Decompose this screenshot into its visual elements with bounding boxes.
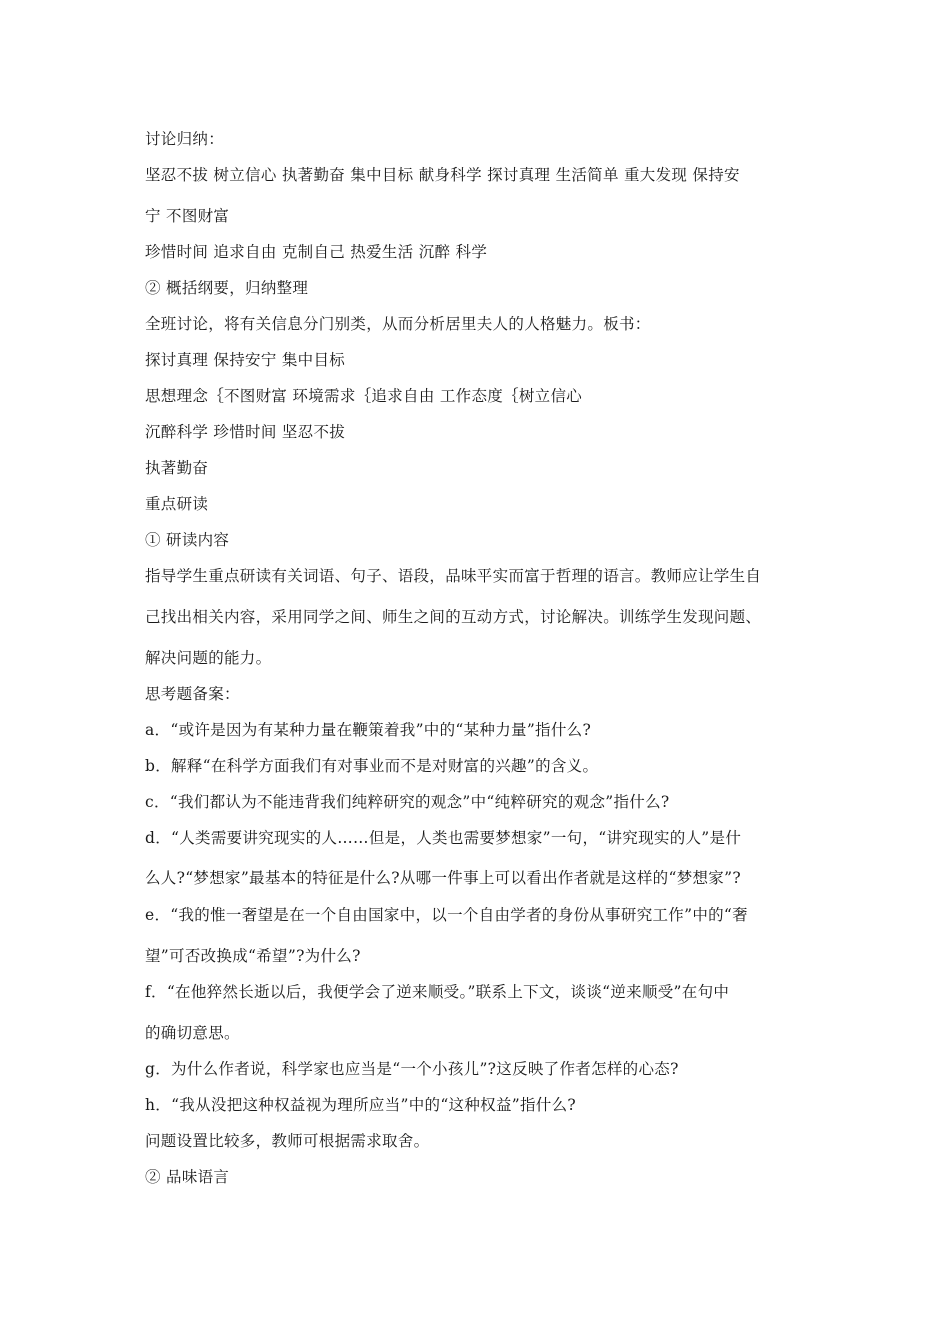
text-line: 珍惜时间 追求自由 克制自己 热爱生活 沉醉 科学 bbox=[145, 243, 488, 261]
question-item: 望”可否改换成“希望”?为什么? bbox=[145, 947, 361, 965]
text-line: 坚忍不拔 树立信心 执著勤奋 集中目标 献身科学 探讨真理 生活简单 重大发现 保持安 bbox=[145, 166, 740, 184]
subsection-heading: ② 品味语言 bbox=[145, 1168, 230, 1186]
question-item: d．“人类需要讲究现实的人……但是，人类也需要梦想家”一句，“讲究现实的人”是什 bbox=[145, 829, 742, 847]
section-heading: 重点研读 bbox=[145, 495, 209, 513]
question-item: g．为什么作者说，科学家也应当是“一个小孩儿”?这反映了作者怎样的心态? bbox=[145, 1060, 679, 1078]
text-line: 思想理念｛不图财富 环境需求｛追求自由 工作态度｛树立信心 bbox=[145, 387, 583, 405]
subsection-heading: ① 研读内容 bbox=[145, 531, 230, 549]
question-item: h．“我从没把这种权益视为理所应当”中的“这种权益”指什么? bbox=[145, 1096, 576, 1114]
text-line: ② 概括纲要，归纳整理 bbox=[145, 279, 309, 297]
text-line: 宁 不图财富 bbox=[145, 207, 230, 225]
question-item: c．“我们都认为不能违背我们纯粹研究的观念”中“纯粹研究的观念”指什么? bbox=[145, 793, 670, 811]
text-line: 思考题备案： bbox=[145, 685, 240, 703]
question-item: f．“在他猝然长逝以后，我便学会了逆来顺受。”联系上下文，谈谈“逆来顺受”在句中 bbox=[145, 983, 730, 1001]
question-item: e．“我的惟一奢望是在一个自由国家中，以一个自由学者的身份从事研究工作”中的“奢 bbox=[145, 906, 748, 924]
question-item: b．解释“在科学方面我们有对事业而不是对财富的兴趣”的含义。 bbox=[145, 757, 599, 775]
text-line: 己找出相关内容，采用同学之间、师生之间的互动方式，讨论解决。训练学生发现问题、 bbox=[145, 608, 762, 626]
text-line: 执著勤奋 bbox=[145, 459, 209, 477]
question-item: 么人?“梦想家”最基本的特征是什么?从哪一件事上可以看出作者就是这样的“梦想家”? bbox=[145, 869, 741, 887]
question-item: a．“或许是因为有某种力量在鞭策着我”中的“某种力量”指什么? bbox=[145, 721, 592, 739]
text-line: 沉醉科学 珍惜时间 坚忍不拔 bbox=[145, 423, 346, 441]
text-line: 讨论归纳： bbox=[145, 130, 225, 148]
text-line: 解决问题的能力。 bbox=[145, 649, 272, 667]
question-item: 的确切意思。 bbox=[145, 1024, 240, 1042]
text-line: 指导学生重点研读有关词语、句子、语段，品味平实而富于哲理的语言。教师应让学生自 bbox=[145, 567, 762, 585]
text-line: 问题设置比较多，教师可根据需求取舍。 bbox=[145, 1132, 430, 1150]
text-line: 探讨真理 保持安宁 集中目标 bbox=[145, 351, 346, 369]
text-line: 全班讨论，将有关信息分门别类，从而分析居里夫人的人格魅力。板书： bbox=[145, 315, 651, 333]
